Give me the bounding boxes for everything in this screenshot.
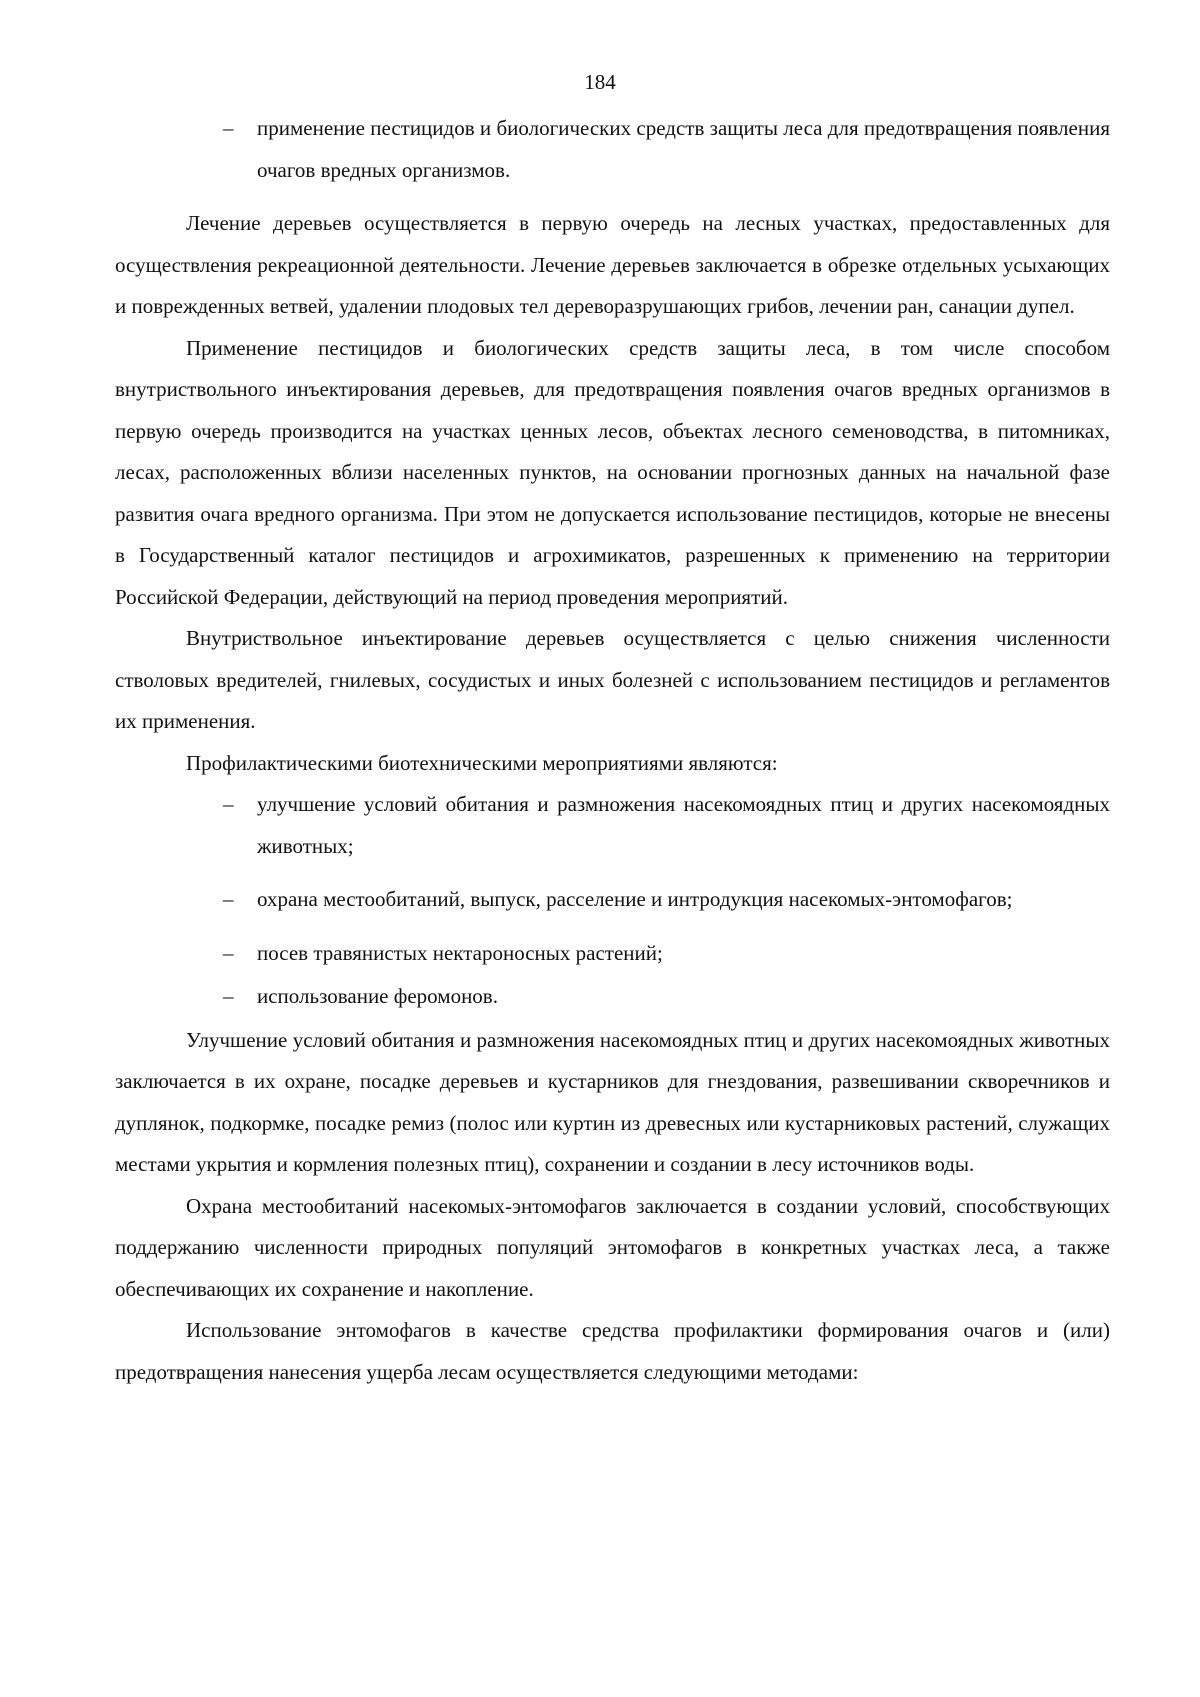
dash-bullet: – — [223, 887, 234, 911]
dash-bullet: – — [223, 116, 234, 140]
list-intro: Профилактическими биотехническими мероприятиями являются: — [186, 750, 778, 775]
paragraph-pesticide-application: Применение пестицидов и биологических средств защиты леса, в том числе способом внутриствольного инъектирования деревьев, для предотвращения появления очагов вредных организмов в первую очередь производится на участках ценных лесов, объектах лесного семеноводства, в питомниках, лесах, расположенных вблизи населенных пунктов, на основании прогнозных данных на начальной фазе развития очага вредного организма. При этом не допускается использование пестицидов, которые не внесены в Государственный каталог пестицидов и агрохимикатов, разрешенных к применению на территории Российской Федерации, действующий на период проведения мероприятий. — [115, 335, 1110, 609]
paragraph-bird-habitat: Улучшение условий обитания и размножения насекомоядных птиц и других насекомоядных животных заключается в их охране, посадке деревьев и кустарников для гнездования, развешивании скворечников и дуплянок, подкормке, посадке ремиз (полос или куртин из древесных или кустарниковых растений, служащих местами укрытия и кормления полезных птиц), сохранении и создании в лесу источников воды. — [115, 1027, 1110, 1176]
page-number: 184 — [584, 70, 616, 94]
dash-bullet: – — [223, 940, 234, 965]
list-item-text: использование феромонов. — [257, 984, 498, 1008]
paragraph-trunk-injection: Внутриствольное инъектирование деревьев осуществляется с целью снижения численности стволовых вредителей, гнилевых, сосудистых и иных болезней с использованием пестицидов и регламентов их применения. — [115, 626, 1110, 733]
bullet-list-top — [115, 108, 1110, 191]
paragraph-tree-treatment: Лечение деревьев осуществляется в первую очередь на лесных участках, предоставленных для осуществления рекреационной деятельности. Лечение деревьев заключается в обрезке отдельных усыхающих и поврежденных ветвей, удалении плодовых тел дереворазрушающих грибов, лечении ран, санации дупел. — [115, 211, 1110, 318]
paragraph-entomophage-methods: Использование энтомофагов в качестве средства профилактики формирования очагов и (или) предотвращения нанесения ущерба лесам осуществляется следующими методами: — [115, 1318, 1110, 1384]
list-item — [115, 933, 1110, 975]
bullet-list-biotechnical — [115, 784, 1110, 1018]
dash-bullet: – — [223, 792, 234, 816]
document-body — [115, 108, 1110, 1393]
list-item — [115, 976, 1110, 1018]
list-item-text: улучшение условий обитания и размножения насекомоядных птиц и других насекомоядных животных; — [257, 792, 1110, 858]
list-item — [115, 784, 1110, 867]
dash-bullet: – — [223, 984, 234, 1008]
list-item-text: посев травянистых нектароносных растений; — [257, 940, 663, 965]
list-item-text: применение пестицидов и биологических средств защиты леса для предотвращения появления очагов вредных организмов. — [257, 116, 1110, 182]
list-item — [115, 108, 1110, 191]
list-item — [115, 879, 1110, 921]
paragraph-entomophage-habitat: Охрана местообитаний насекомых-энтомофагов заключается в создании условий, способствующих поддержанию численности природных популяций энтомофагов в конкретных участках леса, а также обеспечивающих их сохранение и накопление. — [115, 1193, 1110, 1301]
list-item-text: охрана местообитаний, выпуск, расселение и интродукция насекомых-энтомофагов; — [257, 887, 1013, 911]
